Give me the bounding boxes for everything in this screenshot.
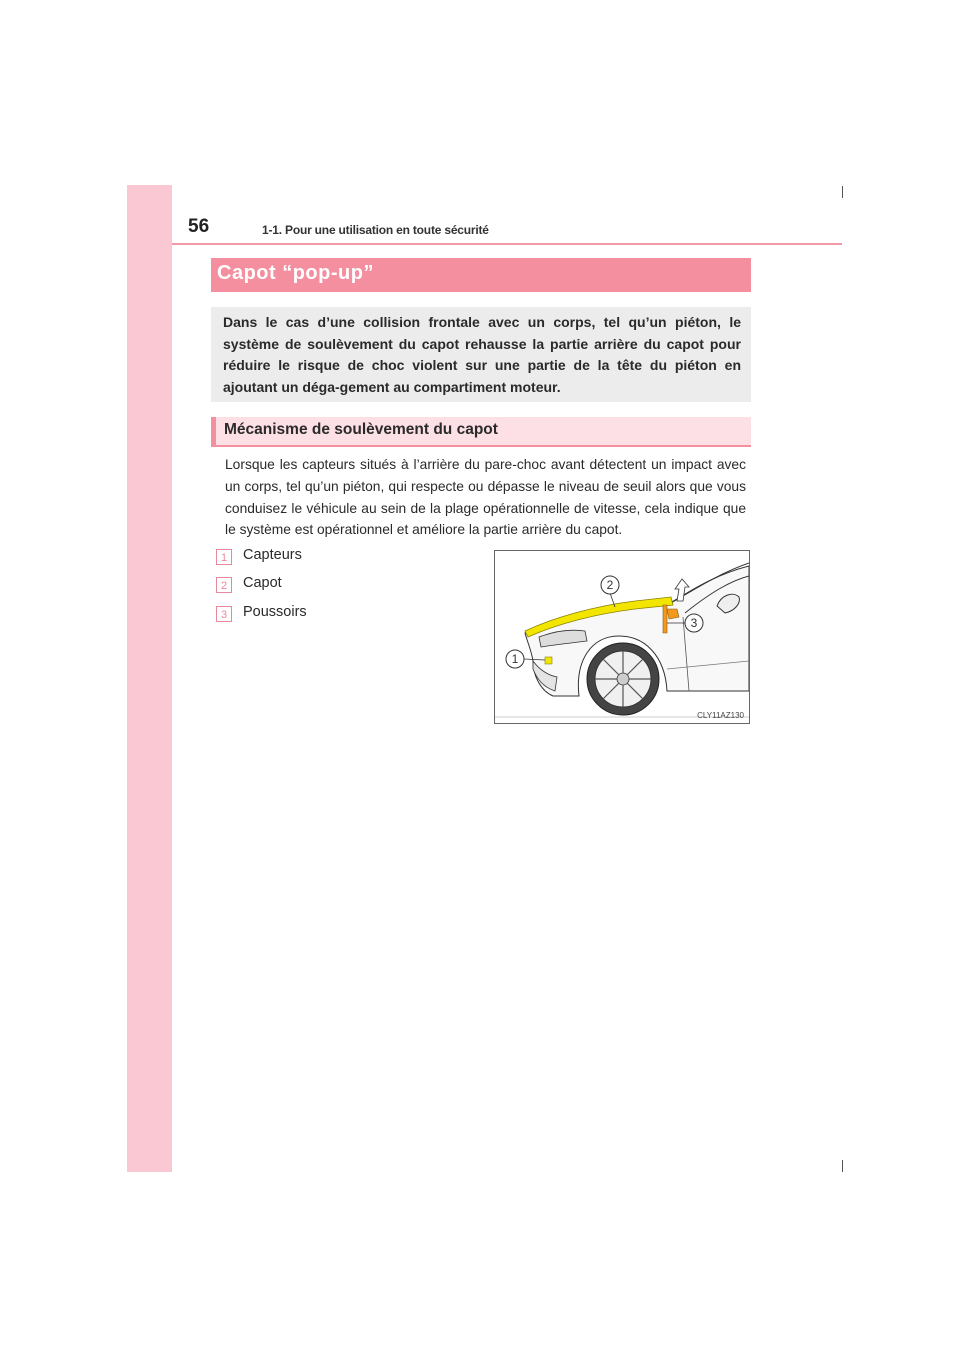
section-title: Capot “pop-up” (217, 262, 374, 284)
legend-number: 2 (216, 577, 232, 593)
sub-heading-title: Mécanisme de soulèvement du capot (224, 421, 498, 438)
sensor (545, 657, 552, 664)
body-paragraph: Lorsque les capteurs situés à l’arrière du pare-choc avant détectent un impact avec un corps, tel qu’un piéton, qui respecte ou dépasse le niveau de seuil alors que vous conduisez le véhicule au sein de la plage opérationnelle de vitesse, cela indique que le système est opérationnel et améliore la partie arrière du capot. (225, 457, 746, 538)
sub-heading (211, 417, 751, 447)
callout-label-1: 1 (511, 652, 519, 666)
section-banner (211, 258, 751, 292)
sub-heading-bar (211, 417, 216, 447)
hood-illustration (494, 550, 750, 724)
chapter-title: 1-1. Pour une utilisation en toute sécurité (262, 223, 489, 237)
legend-label: Capot (243, 575, 282, 591)
header-rule (172, 243, 842, 245)
pusher (663, 605, 667, 633)
figure-code: CLY11AZ130 (697, 711, 744, 720)
pusher-head (667, 609, 679, 619)
side-strip (127, 185, 172, 1172)
crop-mark-bottom (842, 1160, 843, 1172)
page-number: 56 (188, 216, 210, 237)
car-front-drawing (495, 551, 749, 723)
legend-number: 1 (216, 549, 232, 565)
legend-label: Capteurs (243, 547, 302, 563)
legend-label: Poussoirs (243, 604, 307, 620)
callout-label-2: 2 (606, 578, 614, 592)
crop-mark-top (842, 186, 843, 198)
callout-label-3: 3 (690, 616, 698, 630)
intro-text: Dans le cas d’une collision frontale avec un corps, tel qu’un piéton, le système de soulèvement du capot rehausse la partie arrière du capot pour réduire le risque de choc violent sur une partie de la tête du piéton en ajoutant un déga-gement au compartiment moteur. (223, 314, 741, 395)
intro-box (211, 307, 751, 402)
legend-number: 3 (216, 606, 232, 622)
